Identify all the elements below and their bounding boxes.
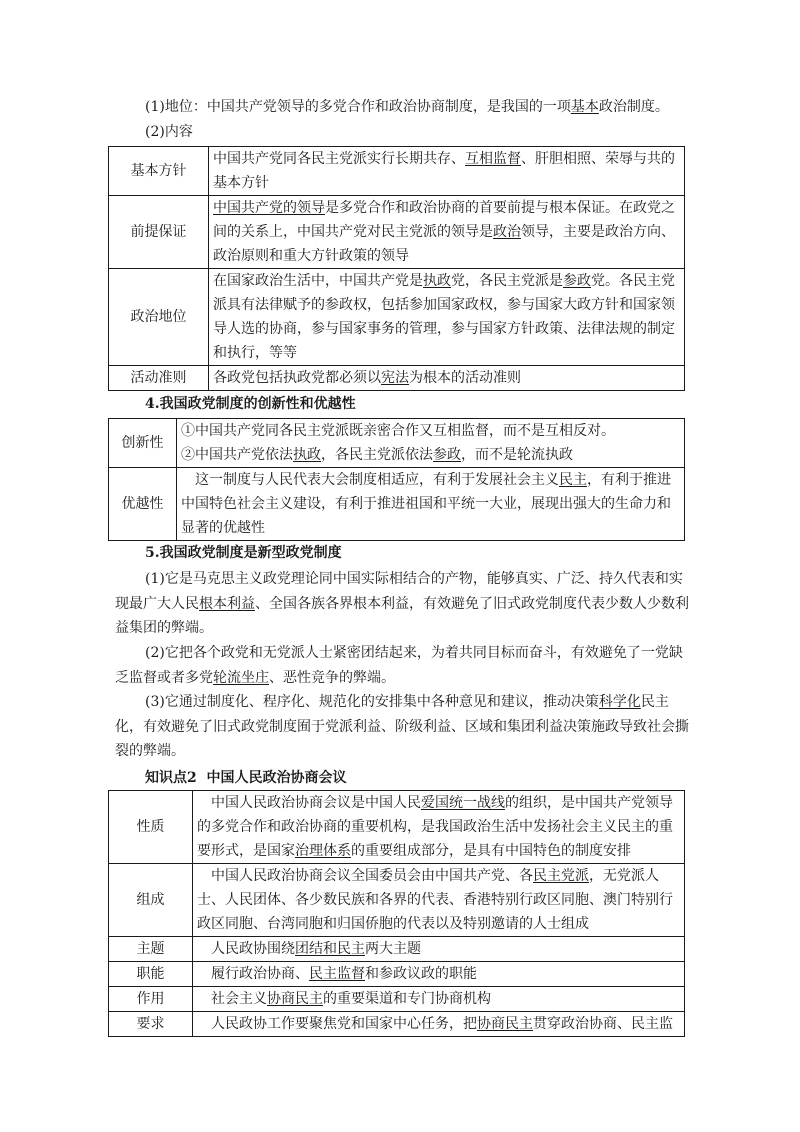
text: 领导，主要是政治方向、政治原则和重大方针政策的领导 bbox=[213, 224, 675, 264]
row-label: 要求 bbox=[109, 1012, 193, 1037]
underlined-term: 基本 bbox=[570, 99, 599, 115]
underlined-term: 中国共产党的领导 bbox=[213, 200, 325, 216]
row-label: 政治地位 bbox=[109, 269, 209, 366]
row-content bbox=[209, 366, 685, 391]
underlined-term: 协商民主 bbox=[477, 1016, 533, 1032]
text: 在国家政治生活中，中国共产党是 bbox=[213, 273, 423, 289]
text: 贯穿政治协商、民主监 bbox=[533, 1016, 673, 1032]
paragraph-2 bbox=[115, 641, 690, 690]
underlined-term: 执政 bbox=[293, 447, 321, 463]
row-content bbox=[209, 196, 685, 269]
underlined-term: 团结和民主 bbox=[295, 941, 365, 957]
row-label: 前提保证 bbox=[109, 196, 209, 269]
section-heading-4: 4.我国政党制度的创新性和优越性 bbox=[145, 396, 356, 412]
paragraph-1 bbox=[115, 567, 690, 641]
text: (1)它是马克思主义政党理论同中国实际相结合的产物，能够真实、广泛、持久代表和实现最广大人民 bbox=[115, 571, 683, 612]
table-row bbox=[109, 987, 685, 1012]
row-content bbox=[177, 419, 685, 468]
text: ，而不是轮流执政 bbox=[461, 447, 573, 463]
text: 民主化，有效避免了旧式政党制度囿于党派利益、阶级利益、区域和集团利益决策施政导致社会撕裂的弊端。 bbox=[115, 694, 689, 759]
text: 和参政议政的职能 bbox=[365, 966, 477, 982]
paragraph-3 bbox=[115, 690, 690, 764]
row-label: 职能 bbox=[109, 962, 193, 987]
text: ，有利于推进中国特色社会主义建设，有利于推进祖国和平统一大业，展现出强大的生命力和显著的优越性 bbox=[181, 472, 671, 536]
text: 是多党合作和政治协商的首要前提与根本保证。在政党之间的关系上，中国共产党对民主党派的领导是 bbox=[213, 200, 675, 240]
underlined-term: 宪法 bbox=[381, 370, 409, 386]
text: 中国人民政治协商会议全国委员会由中国共产党、各 bbox=[211, 868, 533, 884]
row-content bbox=[193, 791, 685, 864]
underlined-term: 参政 bbox=[563, 273, 591, 289]
underlined-term: 互相监督 bbox=[465, 151, 521, 167]
text: ②中国共产党依法 bbox=[181, 447, 293, 463]
row-label: 组成 bbox=[109, 864, 193, 937]
table-row bbox=[109, 366, 685, 391]
table-row bbox=[109, 962, 685, 987]
text: ，各民主党派依法 bbox=[321, 447, 433, 463]
innovation-line-2 bbox=[181, 443, 680, 467]
text: 社会主义 bbox=[211, 991, 267, 1007]
row-content bbox=[193, 1012, 685, 1037]
table-row bbox=[109, 864, 685, 937]
section-heading-5: 5.我国政党制度是新型政党制度 bbox=[145, 545, 342, 561]
text: 中国共产党同各民主党派实行长期共存、 bbox=[213, 151, 465, 167]
text: 政治制度。 bbox=[598, 99, 669, 115]
paragraph-status bbox=[115, 95, 690, 120]
text: 党，各民主党派是 bbox=[451, 273, 563, 289]
underlined-term: 政治 bbox=[493, 224, 521, 240]
text: 的重要组成部分，是具有中国特色的制度安排 bbox=[351, 843, 631, 859]
text: 人民政协工作要聚焦党和国家中心任务，把 bbox=[211, 1016, 477, 1032]
underlined-term: 轮流坐庄 bbox=[213, 669, 269, 686]
innovation-line-1: ①中国共产党同各民主党派既亲密合作又互相监督，而不是互相反对。 bbox=[181, 423, 615, 439]
text: 两大主题 bbox=[365, 941, 421, 957]
text: 、肝胆相照、荣辱与共的基本方针 bbox=[213, 151, 675, 191]
table-row bbox=[109, 196, 685, 269]
row-content bbox=[193, 987, 685, 1012]
row-label: 优越性 bbox=[109, 468, 177, 541]
row-label: 创新性 bbox=[109, 419, 177, 468]
row-content bbox=[193, 864, 685, 937]
underlined-term: 民主 bbox=[559, 472, 587, 488]
text: 的重要渠道和专门协商机构 bbox=[323, 991, 491, 1007]
text: (2)它把各个政党和无党派人士紧密团结起来，为着共同目标而奋斗，有效避免了一党缺乏监督或者多党 bbox=[115, 645, 683, 686]
row-label: 性质 bbox=[109, 791, 193, 864]
row-content bbox=[209, 147, 685, 196]
text: 、恶性竞争的弊端。 bbox=[269, 669, 395, 686]
table-row bbox=[109, 937, 685, 962]
row-label: 活动准则 bbox=[109, 366, 209, 391]
table-row bbox=[109, 791, 685, 864]
text: (3)它通过制度化、程序化、规范化的安排集中各种意见和建议，推动决策 bbox=[145, 694, 599, 710]
underlined-term: 参政 bbox=[433, 447, 461, 463]
text: 履行政治协商、 bbox=[211, 966, 309, 982]
row-label: 基本方针 bbox=[109, 147, 209, 196]
text: 、全国各族各界根本利益，有效避免了旧式政党制度代表少数人少数利益集团的弊端。 bbox=[115, 595, 689, 636]
text: 各政党包括执政党都必须以 bbox=[213, 370, 381, 386]
table-innovation bbox=[108, 418, 685, 541]
text: 的组织，是中国共产党领导的多党合作和政治协商的重要机构，是我国政治生活中发扬社会主义民主的重要形式，是国家 bbox=[197, 795, 673, 859]
row-content bbox=[193, 937, 685, 962]
underlined-term: 执政 bbox=[423, 273, 451, 289]
underlined-term: 根本利益 bbox=[199, 595, 255, 612]
underlined-term: 协商民主 bbox=[267, 991, 323, 1007]
table-row bbox=[109, 269, 685, 366]
table-row bbox=[109, 147, 685, 196]
underlined-term: 科学化 bbox=[598, 694, 641, 710]
knowledge-point-heading: 知识点2 中国人民政治协商会议 bbox=[145, 770, 347, 786]
text: 人民政协围绕 bbox=[211, 941, 295, 957]
table-row bbox=[109, 419, 685, 468]
text: 这一制度与人民代表大会制度相适应，有利于发展社会主义 bbox=[195, 472, 559, 488]
underlined-term: 民主党派 bbox=[533, 868, 589, 884]
table-row bbox=[109, 468, 685, 541]
table-party-system bbox=[108, 146, 685, 391]
row-label: 主题 bbox=[109, 937, 193, 962]
text: 中国人民政治协商会议是中国人民 bbox=[211, 795, 421, 811]
row-content bbox=[193, 962, 685, 987]
row-label: 作用 bbox=[109, 987, 193, 1012]
table-row bbox=[109, 1012, 685, 1037]
text: (1)地位：中国共产党领导的多党合作和政治协商制度，是我国的一项 bbox=[145, 99, 571, 115]
underlined-term: 爱国统一战线 bbox=[421, 795, 505, 811]
underlined-term: 治理体系 bbox=[295, 843, 351, 859]
paragraph-content-heading: (2)内容 bbox=[145, 124, 193, 140]
text: 党。各民主党派具有法律赋予的参政权，包括参加国家政权，参与国家大政方针和国家领导人选的协商，参与国家事务的管理，参与国家方针政策、法律法规的制定和执行，等等 bbox=[213, 273, 675, 361]
row-content bbox=[209, 269, 685, 366]
table-cppcc bbox=[108, 790, 685, 1037]
text: 为根本的活动准则 bbox=[409, 370, 521, 386]
underlined-term: 民主监督 bbox=[309, 966, 365, 982]
text: ，无党派人士、人民团体、各少数民族和各界的代表、香港特别行政区同胞、澳门特别行政区同胞、台湾同胞和归国侨胞的代表以及特别邀请的人士组成 bbox=[197, 868, 673, 932]
row-content bbox=[177, 468, 685, 541]
